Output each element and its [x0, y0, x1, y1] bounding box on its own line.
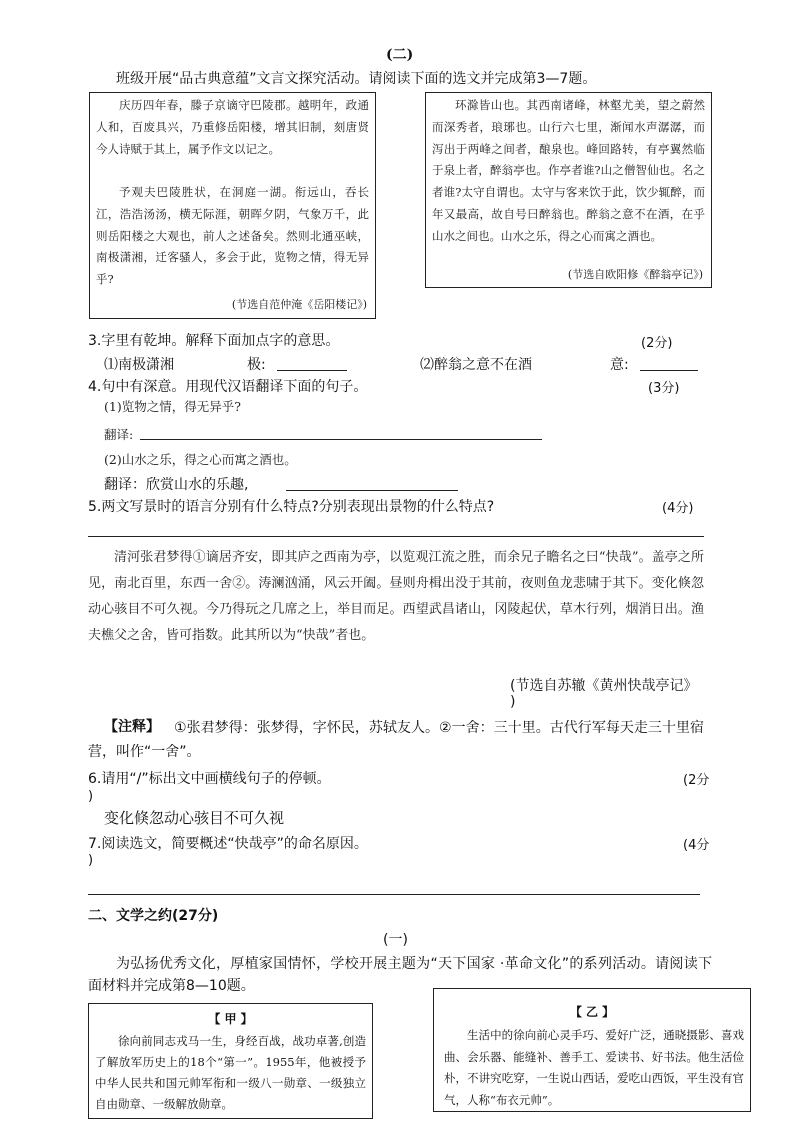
q7-points-end: ) [88, 853, 94, 868]
q4-sentence-1: (1)览物之情，得无异乎? [104, 399, 241, 414]
notes-text: ①张君梦得：张梦得，字怀民，苏轼友人。②一舍：三十里。古代行军每天走三十里宿营，叫作“一舍”。 [88, 720, 704, 760]
q3-answer-blank-1[interactable] [277, 370, 347, 371]
q5-answer-line[interactable] [88, 536, 704, 537]
part2-intro: 为弘扬优秀文化，厚植家国情怀，学校开展主题为“天下国家 ·革命文化”的系列活动。请阅读下面材料并完成第8—10题。 [88, 956, 712, 994]
q7-points: (4分 [683, 838, 710, 853]
q3-item2-key: 意: [610, 357, 629, 373]
material-yi-box [433, 988, 751, 1112]
q4-translate-label-1: 翻译: [104, 427, 134, 442]
q6-points: (2分 [683, 773, 710, 788]
q6-sentence: 变化倏忽动心骇目不可久视 [104, 809, 285, 827]
passage-c-source: (节选自苏辙《黄州快哉亭记》 [510, 678, 698, 694]
q3-points: (2分) [641, 336, 673, 351]
material-jia-text: 徐向前同志戎马一生，身经百战，战功卓著,创造了解放军历史上的18个“第一”。1955年，他被授予中华人民共和国元帅军衔和一级八一勋章、一级独立自由勋章、一级解放勋章。 [95, 1034, 366, 1111]
section-heading: (二) [386, 47, 414, 63]
q4-sentence-2: (2)山水之乐，得之心而寓之酒也。 [104, 452, 297, 467]
part2-subheading: (一) [383, 932, 408, 948]
q4-text: 4.句中有深意。用现代汉语翻译下面的句子。 [88, 379, 368, 395]
intro-line: 班级开展“品古典意蕴”文言文探究活动。请阅读下面的选文并完成第3—7题。 [116, 71, 597, 87]
passage-a-p2: 予观夫巴陵胜状，在洞庭一湖。衔远山，吞长江，浩浩汤汤，横无际涯，朝晖夕阴，气象万千，此则岳阳楼之大观也，前人之述备矣。然则北通巫峡，南极潇湘，迁客骚人，多会于此，览物之情，得无异乎? [96, 185, 369, 287]
q4-translate-label-2: 翻译：欣赏山水的乐趣, [104, 477, 249, 493]
passage-c-text: 清河张君梦得①谪居齐安，即其庐之西南为亭，以览观江流之胜，而余兄子瞻名之曰“快哉”。盖亭之所见，南北百里，东西一舍②。涛澜汹涌，风云开阖。昼则舟楫出没于其前，夜则鱼龙悲啸于其下。变化倏忽动心骇目不可久视。今乃得玩之几席之上，举目而足。西望武昌诸山，冈陵起伏，草木行列，烟消日出。渔夫樵父之舍，皆可指数。此其所以为“快哉”者也。 [88, 550, 704, 643]
material-yi-text: 生活中的徐向前心灵手巧、爱好广泛，通晓摄影、喜戏曲、会乐器、能缝补、善手工、爱读书、好书法。他生活俭朴，不讲究吃穿，一生说山西话，爱吃山西饭，平生没有官气，人称“布衣元帅”。 [444, 1028, 744, 1107]
q6-text: 6.请用“/”标出文中画横线句子的停顿。 [88, 771, 331, 787]
passage-a-p1: 庆历四年春，滕子京谪守巴陵郡。越明年，政通人和，百废具兴，乃重修岳阳楼，增其旧制，刻唐贤今人诗赋于其上，属予作文以记之。 [96, 98, 369, 156]
passage-b-box [425, 92, 712, 288]
material-jia-title: 【 甲 】 [208, 1012, 253, 1026]
part2-heading: 二、文学之约(27分) [88, 908, 219, 924]
passage-b-source: (节选自欧阳修《醉翁亭记》) [567, 268, 703, 281]
q5-points: (4分) [662, 501, 694, 516]
q7-text: 7.阅读选文，简要概述“快哉亭”的命名原因。 [88, 836, 368, 852]
material-yi-title: 【 乙 】 [569, 1005, 615, 1019]
passage-b-p1: 环滁皆山也。其西南诸峰，林壑尤美，望之蔚然而深秀者，琅琊也。山行六七里，渐闻水声潺潺，而泻出于两峰之间者，酿泉也。峰回路转，有亭翼然临于泉上者，醉翁亭也。作亭者谁?山之僧智仙也。名之者谁?太守自谓也。太守与客来饮于此，饮少辄醉，而年又最高，故自号曰醉翁也。醉翁之意不在酒，在乎山水之间也。山水之乐，得之心而寓之酒也。 [432, 98, 705, 243]
q4-answer-blank-2[interactable] [286, 490, 458, 491]
q3-item1-key: 极: [247, 357, 266, 373]
q3-item2: ⑵醉翁之意不在酒 [420, 357, 532, 373]
q6-points-end: ) [88, 789, 94, 804]
passage-a-box [89, 92, 376, 319]
material-jia-box [88, 1003, 373, 1119]
q3-item1: ⑴南极潇湘 [104, 357, 174, 373]
passage-c-source-end: ) [510, 694, 516, 710]
q3-text: 3.字里有乾坤。解释下面加点字的意思。 [88, 333, 340, 349]
notes-label: 【注释】 [104, 719, 160, 735]
q4-answer-blank-1[interactable] [140, 439, 542, 440]
q3-answer-blank-2[interactable] [640, 370, 698, 371]
q5-text: 5.两文写景时的语言分别有什么特点?分别表现出景物的什么特点? [88, 499, 495, 515]
q4-points: (3分) [648, 381, 680, 396]
q7-answer-line[interactable] [88, 894, 700, 895]
passage-a-source: (节选自范仲淹《岳阳楼记》) [231, 298, 367, 311]
